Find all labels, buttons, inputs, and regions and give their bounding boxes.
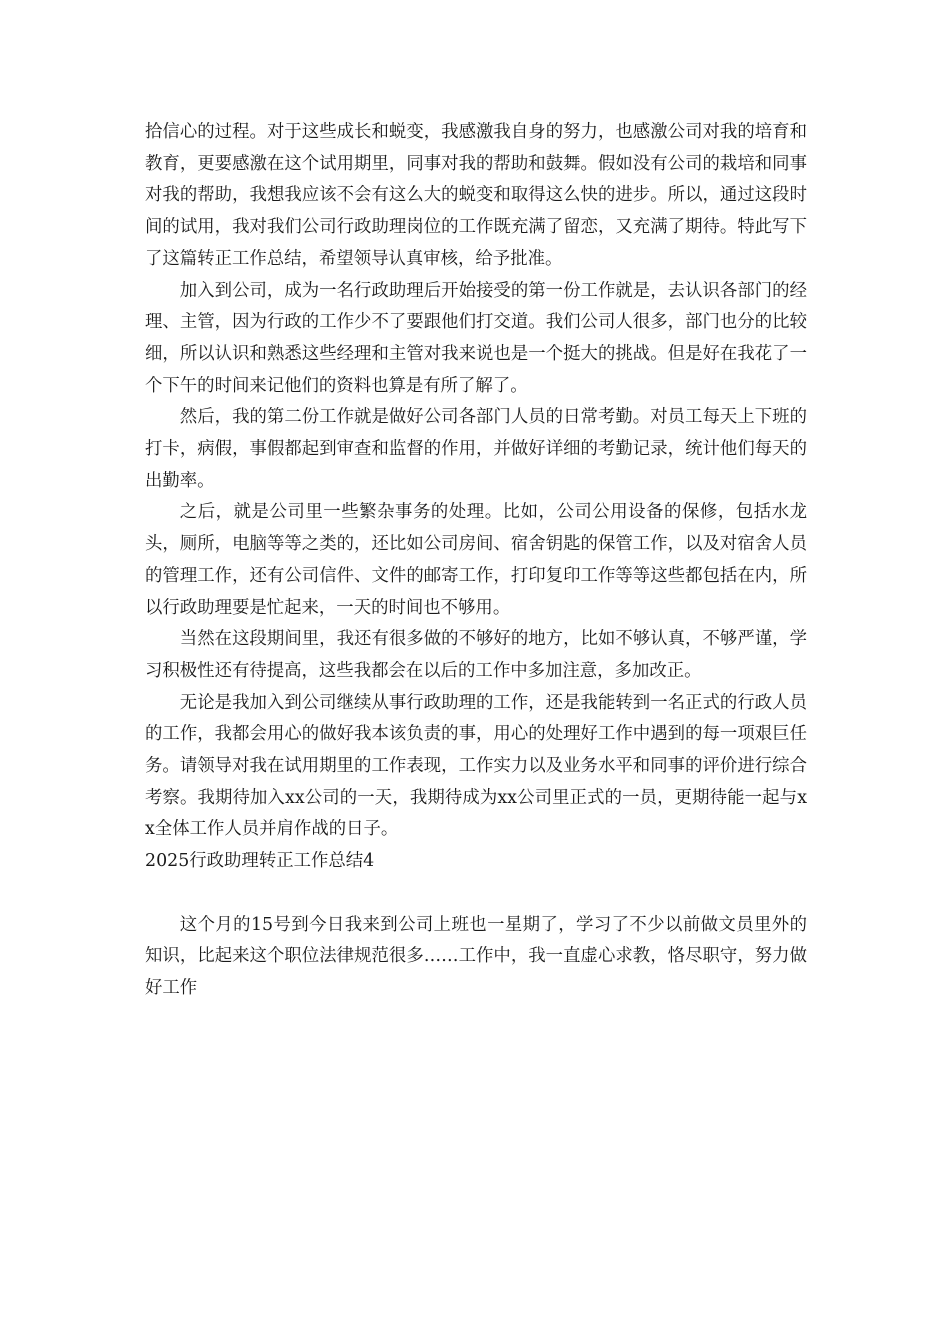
section-spacer xyxy=(145,878,807,910)
paragraph-shortcomings: 当然在这段期间里，我还有很多做的不够好的地方，比如不够认真，不够严谨，学习积极性还有待提高，这些我都会在以后的工作中多加注意，多加改正。 xyxy=(145,629,807,681)
paragraph-attendance: 然后，我的第二份工作就是做好公司各部门人员的日常考勤。对员工每天上下班的打卡，病假，事假都起到审查和监督的作用，并做好详细的考勤记录，统计他们每天的出勤率。 xyxy=(145,407,807,491)
paragraph-affairs: 之后，就是公司里一些繁杂事务的处理。比如，公司公用设备的保修，包括水龙头，厕所，电脑等等之类的，还比如公司房间、宿舍钥匙的保管工作，以及对宿舍人员的管理工作，还有公司信件、文件的邮寄工作，打印复印工作等等这些都包括在内，所以行政助理要是忙起来，一天的时间也不够用。 xyxy=(145,502,807,618)
paragraph-first-task: 加入到公司，成为一名行政助理后开始接受的第一份工作就是，去认识各部门的经理、主管，因为行政的工作少不了要跟他们打交道。我们公司人很多，部门也分的比较细，所以认识和熟悉这些经理和主管对我来说也是一个挺大的挑战。但是好在我花了一个下午的时间来记他们的资料也算是有所了解了。 xyxy=(145,280,807,396)
paragraph-continuation: 拾信心的过程。对于这些成长和蜕变，我感激我自身的努力，也感激公司对我的培育和教育，更要感激在这个试用期里，同事对我的帮助和鼓舞。假如没有公司的栽培和同事对我的帮助，我想我应该不会有这么大的蜕变和取得这么快的进步。所以，通过这段时间的试用，我对我们公司行政助理岗位的工作既充满了留恋，又充满了期待。特此写下了这篇转正工作总结，希望领导认真审核，给予批准。 xyxy=(145,122,807,269)
section-heading: 2025行政助理转正工作总结4 xyxy=(145,851,375,872)
paragraph-conclusion: 无论是我加入到公司继续从事行政助理的工作，还是我能转到一名正式的行政人员的工作，我都会用心的做好我本该负责的事，用心的处理好工作中遇到的每一项艰巨任务。请领导对我在试用期里的工作表现，工作实力以及业务水平和同事的评价进行综合考察。我期待加入xx公司的一天，我期待成为xx公司里正式的一员，更期待能一起与xx全体工作人员并肩作战的日子。 xyxy=(145,692,807,840)
document-body xyxy=(145,117,807,1005)
paragraph-section-intro: 这个月的15号到今日我来到公司上班也一星期了，学习了不少以前做文员里外的知识，比起来这个职位法律规范很多……工作中，我一直虚心求教，恪尽职守，努力做好工作 xyxy=(145,914,807,998)
